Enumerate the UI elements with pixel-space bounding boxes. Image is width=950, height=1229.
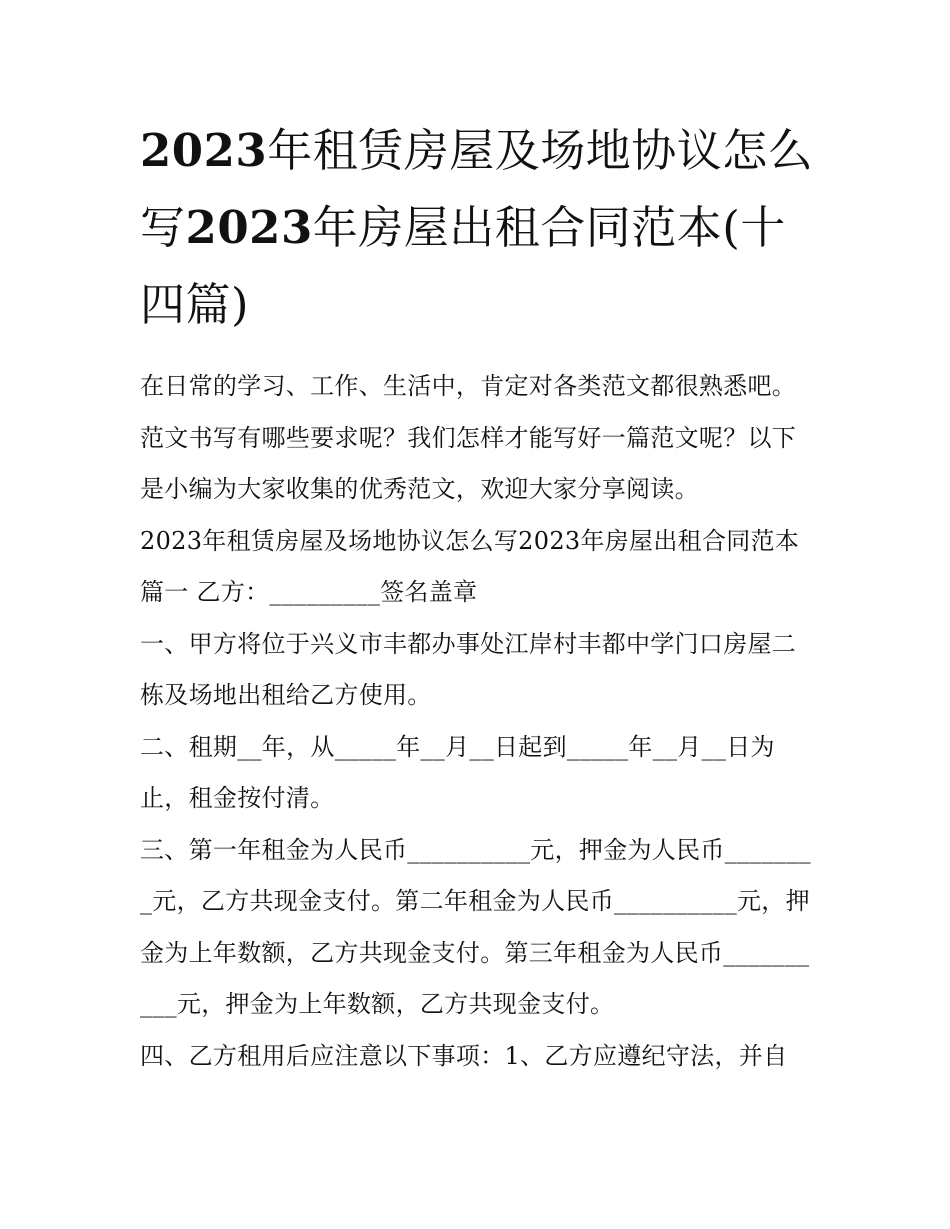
clause-3-paragraph: 三、第一年租金为人民币__________元，押金为人民币________元，乙方共现金支付。第二年租金为人民币__________元，押金为上年数额，乙方共现金支付。第三年租金为人民币__________元，押金为上年数额，乙方共现金支付。	[140, 835, 811, 1018]
clause-2-paragraph: 二、租期__年，从_____年__月__日起到_____年__月__日为止，租金按付清。	[140, 732, 775, 812]
title-year-2: 2023	[185, 201, 313, 254]
clause-4-paragraph: 四、乙方租用后应注意以下事项：1、乙方应遵纪守法，并自	[140, 1041, 788, 1070]
document-title	[140, 112, 816, 343]
title-text-1: 年租赁房屋及场地协议怎么写	[140, 124, 814, 254]
title-year-1: 2023	[140, 124, 268, 177]
document-page	[140, 112, 816, 1082]
clause-1-paragraph: 一、甲方将位于兴义市丰都办事处江岸村丰都中学门口房屋二栋及场地出租给乙方使用。	[140, 629, 797, 709]
title-text-2: 年房屋出租合同范本(十四篇)	[140, 201, 786, 331]
intro-paragraph: 在日常的学习、工作、生活中，肯定对各类范文都很熟悉吧。范文书写有哪些要求呢？我们怎样才能写好一篇范文呢？以下是小编为大家收集的优秀范文，欢迎大家分享阅读。	[140, 372, 797, 503]
section-heading-paragraph: 2023年租赁房屋及场地协议怎么写2023年房屋出租合同范本篇一 乙方：_________签名盖章	[140, 526, 800, 606]
